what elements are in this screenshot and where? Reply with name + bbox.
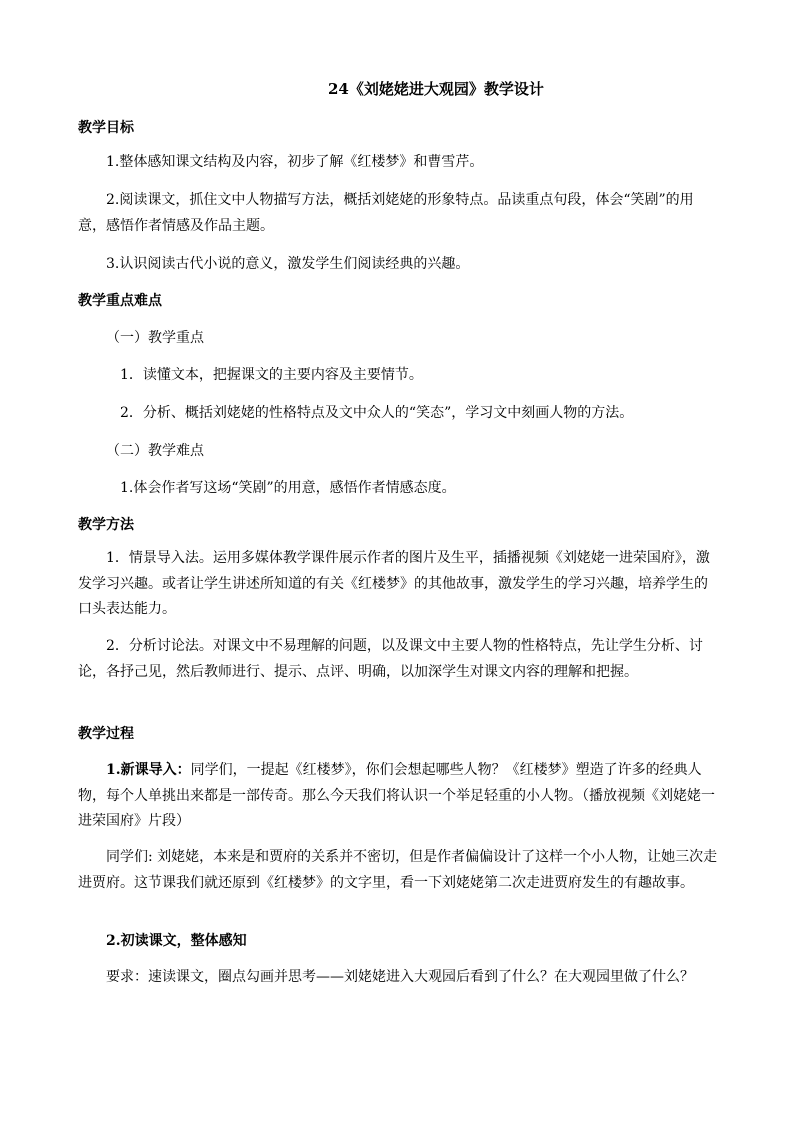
goals-heading: 教学目标 — [78, 120, 134, 136]
process-step-2-text: 要求：速读课文，圈点勾画并思考——刘姥姥进入大观园后看到了什么？在大观园里做了什么？ — [106, 969, 694, 985]
key-points-subheading-1: （一）教学重点 — [106, 330, 204, 346]
process-step-2-heading: 2.初读课文，整体感知 — [106, 933, 247, 949]
method-item-2: 2．分析讨论法。对课文中不易理解的问题，以及课文中主要人物的性格特点，先让学生分析、讨论，各抒己见，然后教师进行、提示、点评、明确，以加深学生对课文内容的理解和把握。 — [78, 638, 703, 680]
method-item-1: 1．情景导入法。运用多媒体教学课件展示作者的图片及生平，插播视频《刘姥姥一进荣国府》，激发学习兴趣。或者让学生讲述所知道的有关《红楼梦》的其他故事，激发学生的学习兴趣，培养学生的口头表达能力。 — [78, 550, 710, 617]
process-step-1-paragraph-2: 同学们: 刘姥姥，本来是和贾府的关系并不密切，但是作者偏偏设计了这样一个小人物，让她三次走进贾府。这节课我们就还原到《红楼梦》的文字里，看一下刘姥姥第二次走进贾府发生的有趣故事。 — [78, 849, 718, 891]
difficulty-item-1: 1.体会作者写这场“笑剧”的用意，感悟作者情感态度。 — [120, 480, 456, 496]
key-point-item-1: 1．读懂文本，把握课文的主要内容及主要情节。 — [120, 367, 423, 383]
key-points-heading: 教学重点难点 — [78, 293, 162, 309]
process-step-1-text: 同学们，一提起《红楼梦》，你们会想起哪些人物？《红楼梦》塑造了许多的经典人物，每个人单挑出来都是一部传奇。那么今天我们将认识一个举足轻重的小人物。（播放视频《刘姥姥一进荣国府》片段） — [78, 762, 715, 829]
key-point-item-2: 2．分析、概括刘姥姥的性格特点及文中众人的“笑态”，学习文中刻画人物的方法。 — [120, 405, 634, 421]
goal-item-1: 1.整体感知课文结构及内容，初步了解《红楼梦》和曹雪芹。 — [106, 154, 484, 170]
process-step-1-label: 1.新课导入： — [106, 762, 191, 778]
goal-item-2: 2.阅读课文，抓住文中人物描写方法，概括刘姥姥的形象特点。品读重点句段，体会“笑剧”的用意，感悟作者情感及作品主题。 — [78, 192, 694, 234]
key-points-subheading-2: （二）教学难点 — [106, 443, 204, 459]
goal-item-3: 3.认识阅读古代小说的意义，激发学生们阅读经典的兴趣。 — [106, 256, 470, 272]
methods-heading: 教学方法 — [78, 517, 134, 533]
page-title: 24《刘姥姥进大观园》教学设计 — [328, 80, 544, 98]
process-step-1 — [78, 758, 718, 835]
process-heading: 教学过程 — [78, 726, 134, 742]
